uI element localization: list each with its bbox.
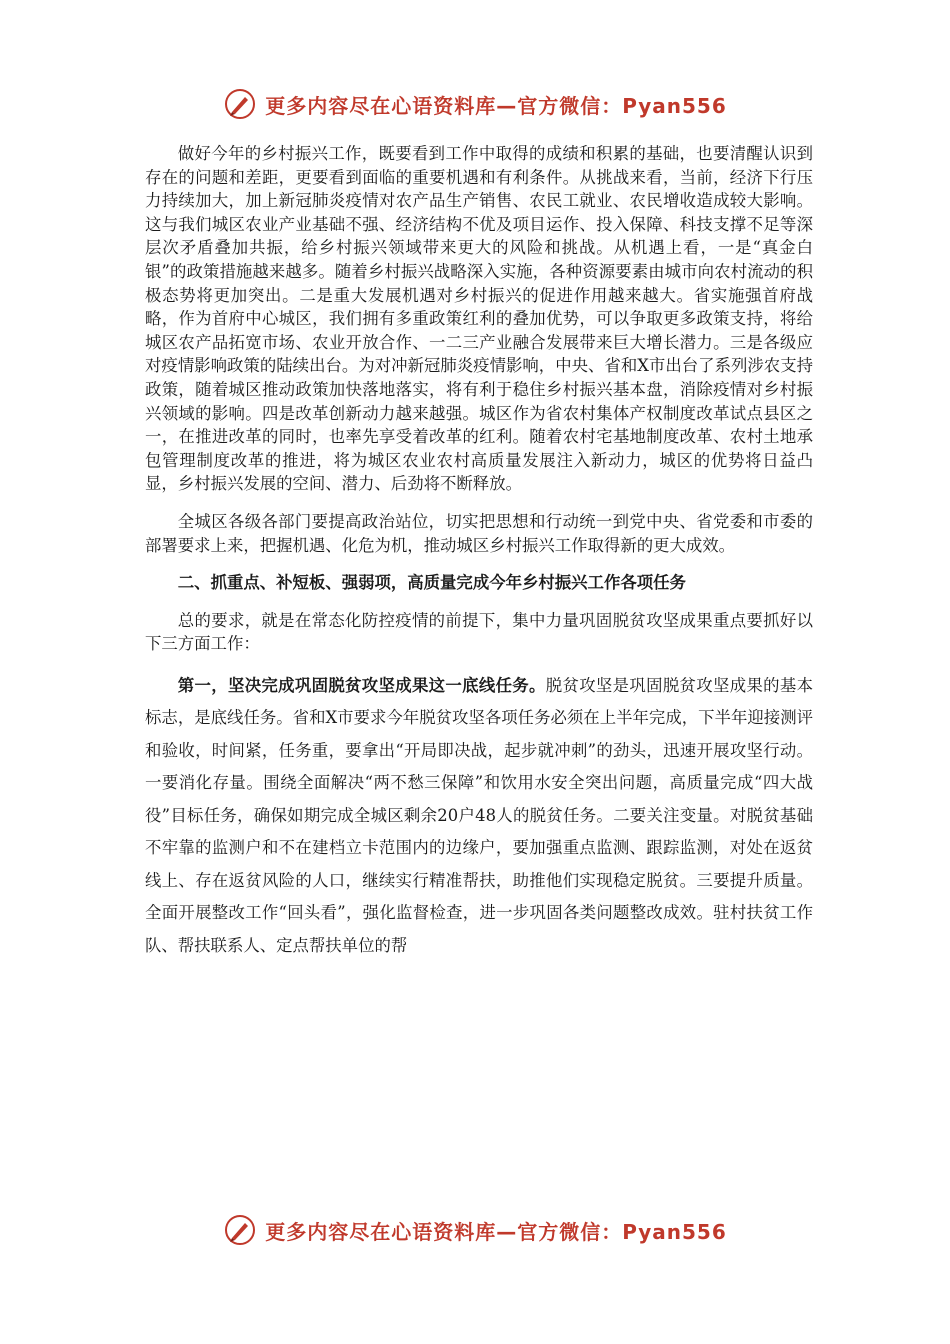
paragraph-general-requirement: 总的要求，就是在常态化防控疫情的前提下，集中力量巩固脱贫攻坚成果重点要抓好以下三方面工作： <box>145 610 813 654</box>
task-one-body: 脱贫攻坚是巩固脱贫攻坚成果的基本标志，是底线任务。省和X市要求今年脱贫攻坚各项任务必须在上半年完成，下半年迎接测评和验收，时间紧，任务重，要拿出“开局即决战，起步就冲刺”的劲头，迅速开展攻坚行动。一要消化存量。围绕全面解决“两不愁三保障”和饮用水安全突出问题，高质量完成“四大战役”目标任务，确保如期完成全城区剩余20户48人的脱贫任务。二要关注变量。对脱贫基础不牢靠的监测户和不在建档立卡范围内的边缘户，要加强重点监测、跟踪监测，对处在返贫线上、存在返贫风险的人口，继续实行精准帮扶，助推他们实现稳定脱贫。三要提升质量。全面开展整改工作“回头看”，强化监督检查，进一步巩固各类问题整改成效。驻村扶贫工作队、帮扶联系人、定点帮扶单位的帮 <box>145 675 814 955</box>
section-heading: 二、抓重点、补短板、强弱项，高质量完成今年乡村振兴工作各项任务 <box>177 573 686 593</box>
footer-banner <box>0 1210 950 1250</box>
paragraph-opportunities: 做好今年的乡村振兴工作，既要看到工作中取得的成绩和积累的基础，也要清醒认识到存在的问题和差距，更要看到面临的重要机遇和有利条件。从挑战来看，当前，经济下行压力持续加大，加上新冠肺炎疫情对农产品生产销售、农民工就业、农民增收造成较大影响。这与我们城区农业产业基础不强、经济结构不优及项目运作、投入保障、科技支撑不足等深层次矛盾叠加共振，给乡村振兴领域带来更大的风险和挑战。从机遇上看，一是“真金白银”的政策措施越来越多。随着乡村振兴战略深入实施，各种资源要素由城市向农村流动的积极态势将更加突出。二是重大发展机遇对乡村振兴的促进作用越来越大。省实施强首府战略，作为首府中心城区，我们拥有多重政策红利的叠加优势，可以争取更多政策支持，将给城区农产品拓宽市场、农业开放合作、一二三产业融合发展带来巨大增长潜力。三是各级应对疫情影响政策的陆续出台。为对冲新冠肺炎疫情影响，中央、省和X市出台了系列涉农支持政策，随着城区推动政策加快落地落实，将有利于稳住乡村振兴基本盘，消除疫情对乡村振兴领域的影响。四是改革创新动力越来越强。城区作为省农村集体产权制度改革试点县区之一，在推进改革的同时，也率先享受着改革的红利。随着农村宅基地制度改革、农村土地承包管理制度改革的推进，将为城区农业农村高质量发展注入新动力，城区的优势将日益凸显，乡村振兴发展的空间、潜力、后劲将不断释放。 <box>145 144 813 494</box>
task-one-lead: 第一，坚决完成巩固脱贫攻坚成果这一底线任务。 <box>177 675 546 695</box>
document-body <box>145 142 813 962</box>
pen-logo-icon <box>223 1213 257 1247</box>
paragraph-task-one <box>145 670 813 963</box>
header-banner <box>0 84 950 124</box>
pen-logo-icon <box>223 87 257 121</box>
banner-text: 更多内容尽在心语资料库—官方微信：Pyan556 <box>265 1219 727 1244</box>
banner-text: 更多内容尽在心语资料库—官方微信：Pyan556 <box>265 93 727 118</box>
paragraph-political-stance: 全城区各级各部门要提高政治站位，切实把思想和行动统一到党中央、省党委和市委的部署要求上来，把握机遇、化危为机，推动城区乡村振兴工作取得新的更大成效。 <box>145 511 813 555</box>
